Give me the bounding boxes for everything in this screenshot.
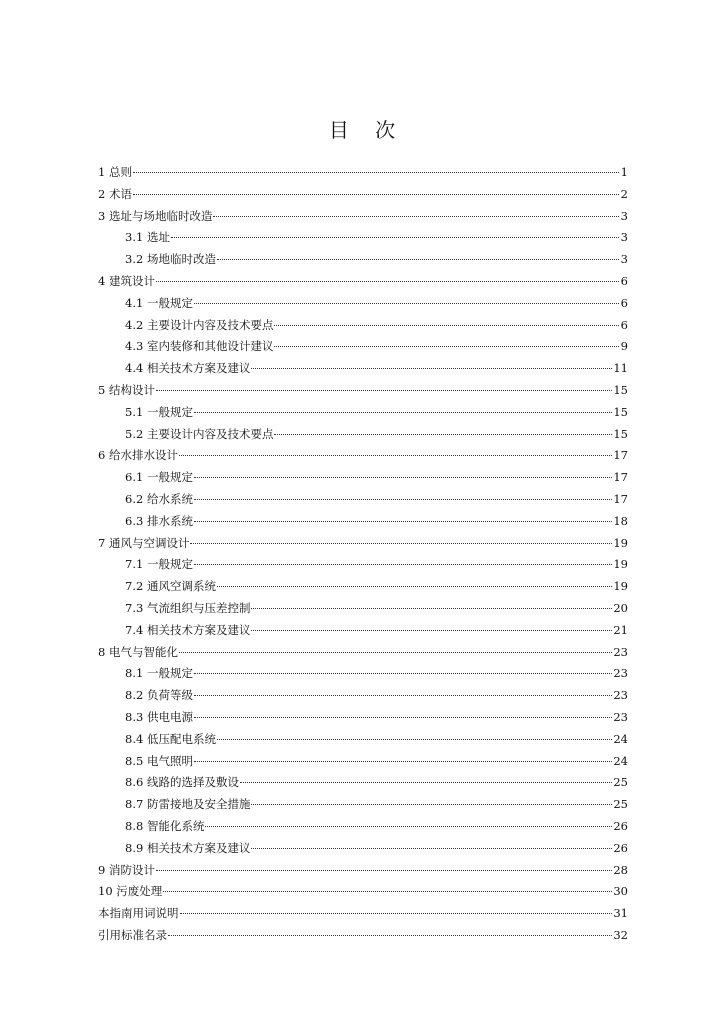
toc-entry-title: 本指南用词说明 bbox=[98, 906, 179, 921]
toc-page-number: 23 bbox=[613, 666, 628, 681]
toc-entry-title: 8.8 智能化系统 bbox=[125, 818, 205, 833]
toc-page-number: 9 bbox=[620, 339, 628, 354]
toc-chapter-entry[interactable] bbox=[98, 860, 628, 882]
toc-page-number: 28 bbox=[613, 862, 628, 877]
toc-section-entry[interactable] bbox=[98, 816, 628, 838]
toc-section-entry[interactable] bbox=[98, 685, 628, 707]
toc-section-entry[interactable] bbox=[98, 336, 628, 358]
toc-dot-leader bbox=[194, 760, 612, 762]
toc-chapter-entry[interactable] bbox=[98, 881, 628, 903]
toc-section-entry[interactable] bbox=[98, 620, 628, 642]
toc-dot-leader bbox=[274, 324, 619, 326]
toc-dot-leader bbox=[251, 367, 612, 369]
toc-page-number: 24 bbox=[613, 753, 628, 768]
toc-entry-title: 8.2 负荷等级 bbox=[125, 688, 193, 703]
toc-dot-leader bbox=[190, 542, 612, 544]
toc-entry-title: 4.2 主要设计内容及技术要点 bbox=[125, 317, 274, 332]
toc-dot-leader bbox=[194, 498, 612, 500]
toc-dot-leader bbox=[251, 629, 612, 631]
toc-page-number: 6 bbox=[620, 317, 628, 332]
toc-entry-title: 6 给水排水设计 bbox=[98, 448, 178, 463]
toc-page-number: 26 bbox=[613, 818, 628, 833]
toc-section-entry[interactable] bbox=[98, 598, 628, 620]
toc-chapter-entry[interactable] bbox=[98, 642, 628, 664]
toc-page-number: 24 bbox=[613, 731, 628, 746]
toc-dot-leader bbox=[179, 454, 612, 456]
toc-dot-leader bbox=[274, 433, 612, 435]
toc-dot-leader bbox=[168, 934, 612, 936]
toc-dot-leader bbox=[180, 912, 613, 914]
toc-dot-leader bbox=[156, 389, 612, 391]
toc-dot-leader bbox=[251, 847, 612, 849]
toc-page-number: 19 bbox=[613, 579, 628, 594]
toc-page-number: 17 bbox=[613, 448, 628, 463]
toc-section-entry[interactable] bbox=[98, 554, 628, 576]
toc-dot-leader bbox=[194, 476, 612, 478]
toc-page-number: 23 bbox=[613, 644, 628, 659]
toc-page-number: 23 bbox=[613, 709, 628, 724]
toc-dot-leader bbox=[251, 607, 612, 609]
toc-entry-title: 7.4 相关技术方案及建议 bbox=[125, 622, 251, 637]
toc-dot-leader bbox=[194, 694, 612, 696]
toc-entry-title: 7.3 气流组织与压差控制 bbox=[125, 600, 251, 615]
toc-page-number: 30 bbox=[613, 884, 628, 899]
toc-chapter-entry[interactable] bbox=[98, 184, 628, 206]
toc-chapter-entry[interactable] bbox=[98, 445, 628, 467]
toc-section-entry[interactable] bbox=[98, 576, 628, 598]
toc-page-number: 15 bbox=[613, 382, 628, 397]
toc-entry-title: 3 选址与场地临时改造 bbox=[98, 208, 213, 223]
toc-dot-leader bbox=[251, 803, 612, 805]
toc-section-entry[interactable] bbox=[98, 663, 628, 685]
toc-entry-title: 3.1 选址 bbox=[125, 230, 170, 245]
toc-page-number: 2 bbox=[620, 186, 628, 201]
toc-section-entry[interactable] bbox=[98, 424, 628, 446]
toc-section-entry[interactable] bbox=[98, 751, 628, 773]
toc-entry-title: 9 消防设计 bbox=[98, 862, 155, 877]
toc-dot-leader bbox=[194, 672, 612, 674]
toc-section-entry[interactable] bbox=[98, 489, 628, 511]
toc-entry-title: 8.5 电气照明 bbox=[125, 753, 193, 768]
toc-page-number: 15 bbox=[613, 404, 628, 419]
toc-dot-leader bbox=[217, 738, 612, 740]
toc-dot-leader bbox=[156, 280, 619, 282]
toc-section-entry[interactable] bbox=[98, 511, 628, 533]
toc-chapter-entry[interactable] bbox=[98, 380, 628, 402]
toc-dot-leader bbox=[240, 781, 612, 783]
toc-section-entry[interactable] bbox=[98, 227, 628, 249]
toc-page-number: 6 bbox=[620, 273, 628, 288]
toc-entry-title: 8.4 低压配电系统 bbox=[125, 731, 216, 746]
toc-page-number: 6 bbox=[620, 295, 628, 310]
toc-entry-title: 4.3 室内装修和其他设计建议 bbox=[125, 339, 274, 354]
toc-entry-title: 3.2 场地临时改造 bbox=[125, 252, 216, 267]
toc-page-number: 3 bbox=[620, 252, 628, 267]
toc-section-entry[interactable] bbox=[98, 772, 628, 794]
toc-entry-title: 5.1 一般规定 bbox=[125, 404, 193, 419]
toc-section-entry[interactable] bbox=[98, 838, 628, 860]
toc-page-number: 17 bbox=[613, 470, 628, 485]
toc-dot-leader bbox=[163, 890, 612, 892]
toc-section-entry[interactable] bbox=[98, 402, 628, 424]
toc-entry-title: 1 总则 bbox=[98, 165, 132, 179]
toc-page-number: 1 bbox=[620, 165, 628, 179]
toc-entry-title: 8.3 供电电源 bbox=[125, 709, 193, 724]
toc-dot-leader bbox=[133, 193, 619, 195]
toc-dot-leader bbox=[156, 869, 612, 871]
toc-page-number: 18 bbox=[613, 513, 628, 528]
toc-page-number: 21 bbox=[613, 622, 628, 637]
toc-page-number: 19 bbox=[613, 557, 628, 572]
toc-dot-leader bbox=[274, 345, 619, 347]
toc-dot-leader bbox=[217, 585, 612, 587]
toc-section-entry[interactable] bbox=[98, 794, 628, 816]
toc-dot-leader bbox=[179, 651, 612, 653]
toc-chapter-entry[interactable] bbox=[98, 533, 628, 555]
toc-entry-title: 引用标准名录 bbox=[98, 927, 167, 942]
toc-entry-title: 5.2 主要设计内容及技术要点 bbox=[125, 426, 274, 441]
toc-entry-title: 5 结构设计 bbox=[98, 382, 155, 397]
toc-dot-leader bbox=[213, 215, 619, 217]
toc-page-number: 20 bbox=[613, 600, 628, 615]
toc-page-number: 31 bbox=[613, 906, 628, 921]
toc-chapter-entry[interactable] bbox=[98, 206, 628, 228]
toc-dot-leader bbox=[194, 520, 612, 522]
toc-entry-title: 4 建筑设计 bbox=[98, 273, 155, 288]
toc-page-number: 26 bbox=[613, 840, 628, 855]
toc-entry-title: 2 术语 bbox=[98, 186, 132, 201]
toc-section-entry[interactable] bbox=[98, 729, 628, 751]
toc-entry-title: 4.1 一般规定 bbox=[125, 295, 193, 310]
toc-page-number: 19 bbox=[613, 535, 628, 550]
toc-entry-title: 7.2 通风空调系统 bbox=[125, 579, 216, 594]
toc-entry-title: 8.9 相关技术方案及建议 bbox=[125, 840, 251, 855]
toc-dot-leader bbox=[171, 236, 619, 238]
toc-dot-leader bbox=[217, 258, 619, 260]
toc-entry-title: 7 通风与空调设计 bbox=[98, 535, 190, 550]
toc-section-entry[interactable] bbox=[98, 467, 628, 489]
toc-entry-title: 8.6 线路的选择及敷设 bbox=[125, 775, 239, 790]
toc-dot-leader bbox=[194, 563, 612, 565]
toc-page-number: 25 bbox=[613, 797, 628, 812]
toc-dot-leader bbox=[194, 302, 619, 304]
toc-section-entry[interactable] bbox=[98, 315, 628, 337]
toc-dot-leader bbox=[205, 825, 612, 827]
toc-page-number: 11 bbox=[613, 361, 628, 376]
toc-dot-leader bbox=[194, 716, 612, 718]
toc-section-entry[interactable] bbox=[98, 249, 628, 271]
toc-section-entry[interactable] bbox=[98, 707, 628, 729]
toc-entry-title: 8.1 一般规定 bbox=[125, 666, 193, 681]
toc-entry-title: 10 污废处理 bbox=[98, 884, 163, 899]
toc-page-number: 25 bbox=[613, 775, 628, 790]
toc-entry-title: 6.1 一般规定 bbox=[125, 470, 193, 485]
toc-page-number: 3 bbox=[620, 230, 628, 245]
toc-dot-leader bbox=[194, 411, 612, 413]
document-title: 目 次 bbox=[328, 118, 406, 143]
toc-chapter-entry[interactable] bbox=[98, 925, 628, 947]
toc-chapter-entry[interactable] bbox=[98, 271, 628, 293]
toc-entry-title: 6.2 给水系统 bbox=[125, 491, 193, 506]
toc-chapter-entry[interactable] bbox=[98, 162, 628, 184]
table-of-contents bbox=[98, 162, 628, 947]
toc-page-number: 32 bbox=[613, 927, 628, 942]
toc-page-number: 23 bbox=[613, 688, 628, 703]
toc-page-number: 3 bbox=[620, 208, 628, 223]
toc-section-entry[interactable] bbox=[98, 293, 628, 315]
toc-chapter-entry[interactable] bbox=[98, 903, 628, 925]
toc-dot-leader bbox=[133, 171, 619, 173]
toc-entry-title: 8.7 防雷接地及安全措施 bbox=[125, 797, 251, 812]
toc-entry-title: 8 电气与智能化 bbox=[98, 644, 178, 659]
toc-entry-title: 7.1 一般规定 bbox=[125, 557, 193, 572]
toc-entry-title: 6.3 排水系统 bbox=[125, 513, 193, 528]
toc-section-entry[interactable] bbox=[98, 358, 628, 380]
toc-page-number: 15 bbox=[613, 426, 628, 441]
toc-entry-title: 4.4 相关技术方案及建议 bbox=[125, 361, 251, 376]
toc-page-number: 17 bbox=[613, 491, 628, 506]
